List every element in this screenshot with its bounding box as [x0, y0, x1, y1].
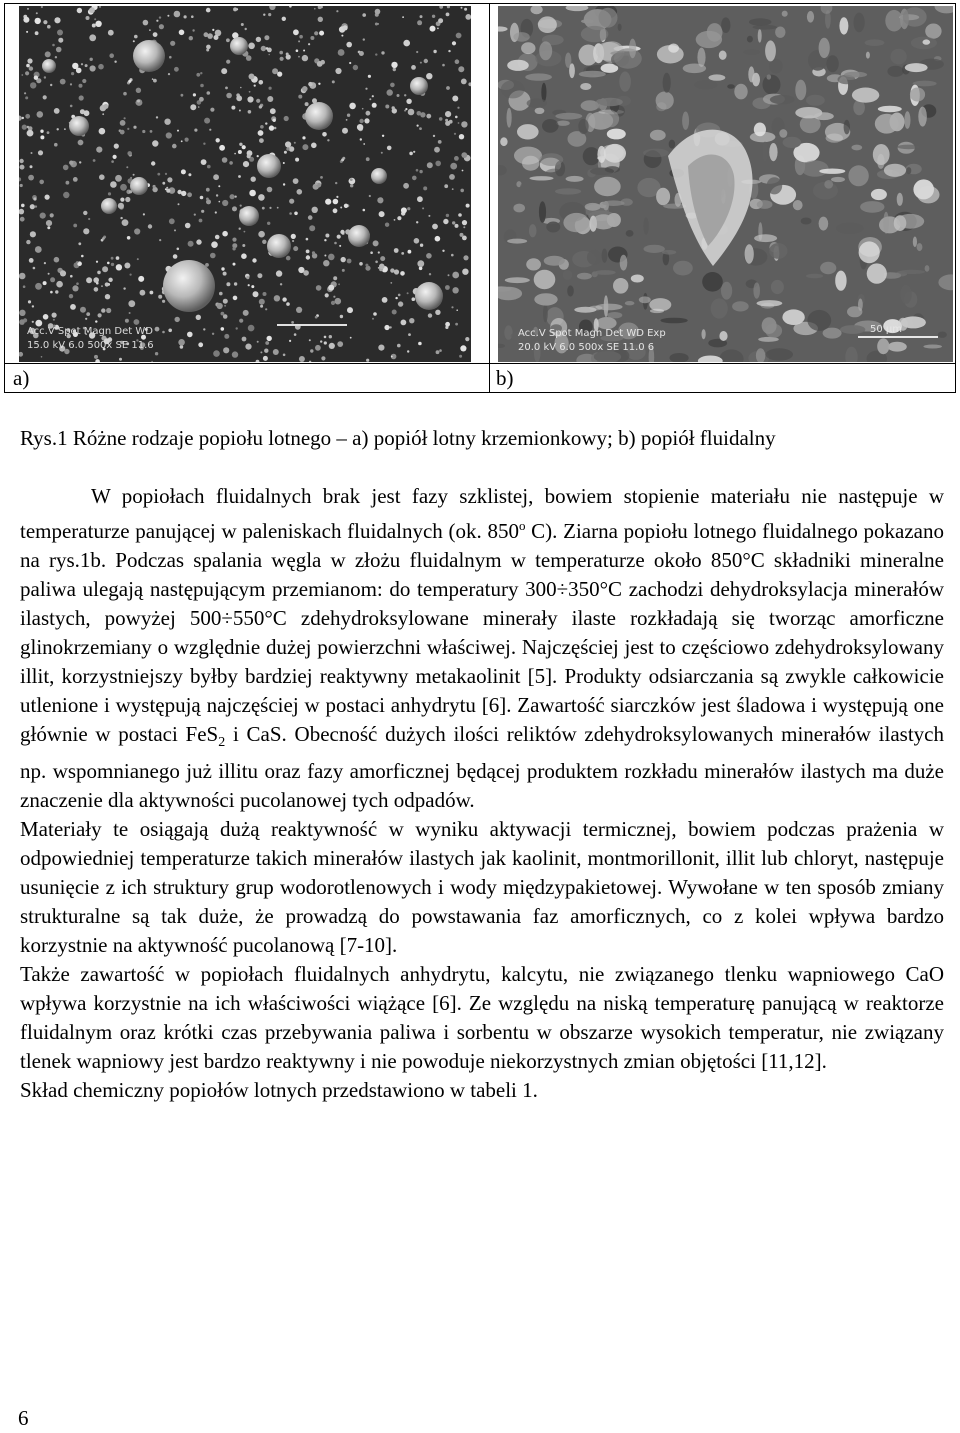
figure-table — [4, 3, 956, 393]
body-text — [20, 482, 944, 1105]
table-divider — [489, 4, 490, 392]
paragraph: W popiołach fluidalnych brak jest fazy szklistej, bowiem stopienie materiału nie następuje w temperaturze panującej w paleniskach fluidalnych (ok. 850$^o$ C). Ziarna popiołu lotnego fluidalnego pokazano na rys.1b. Podczas spalania węgla w złożu fluidalnym w temperaturze około 850°C składniki mineralne paliwa ulegają następującym przemianom: do temperatury 300÷350°C zachodzi dehydroksylacja minerałów ilastych, powyżej 500÷550°C zdehydroksylowane minerały ilaste rozkładają się tworząc amorficzne glinokrzemiany o względnie dużej powierzchni właściwej. Najczęściej jest to częściowo zdehydroksylowany illit, korzystniejszy byłby bardziej reaktywny metakaolinit [5]. Produkty odsiarczania są zwykle całkowicie utlenione i występują najczęściej w postaci anhydrytu [6]. Zawartość siarczków jest śladowa i występują one głównie w postaci FeS$_2$ i CaS. Obecność dużych ilości reliktów zdehydroksylowanych minerałów ilastych np. wspomnianego już illitu oraz fazy amorficznej będącej produktem rozkładu minerałów ilastych ma duże znaczenie dla aktywności pucolanowej tych odpadów. — [20, 484, 944, 813]
svg-text:20.0 kV 6.0 500x SE 11.0 6: 20.0 kV 6.0 500x SE 11.0 6 — [518, 342, 655, 353]
svg-text:Acc.V Spot Magn Det WD: Acc.V Spot Magn Det WD — [27, 326, 153, 337]
table-divider — [5, 363, 955, 364]
figure-caption: Rys.1 Różne rodzaje popiołu lotnego – a) popiół lotny krzemionkowy; b) popiół fluidalny — [20, 426, 776, 450]
paragraph: Materiały te osiągają dużą reaktywność w wyniku aktywacji termicznej, bowiem podczas prażenia w odpowiedniej temperaturze takich minerałów ilastych jak kaolinit, montmorillonit, illit lub chloryt, następuje usunięcie z ich struktury grup wodorotlenowych i wody międzypakietowej. Wywołane w ten sposób zmiany strukturalne są tak duże, że prowadzą do powstawania faz amorficznych, co z kolei wpływa bardzo korzystnie na aktywność pucolanową [7-10]. — [20, 817, 944, 958]
page-number: 6 — [18, 1406, 29, 1430]
svg-text:15.0 kV 6.0 500x SE 11.6: 15.0 kV 6.0 500x SE 11.6 — [27, 340, 154, 351]
svg-text:50 µm: 50 µm — [870, 324, 903, 335]
figure-label-a: a) — [13, 366, 30, 390]
micrograph-b — [498, 6, 953, 362]
svg-text:Acc.V Spot Magn Det WD Exp: Acc.V Spot Magn Det WD Exp — [518, 328, 666, 339]
micrograph-a — [19, 6, 471, 362]
figure-label-b: b) — [496, 366, 514, 390]
paragraph: Także zawartość w popiołach fluidalnych anhydrytu, kalcytu, nie związanego tlenku wapniowego CaO wpływa korzystnie na ich właściwości wiążące [6]. Ze względu na niską temperaturę panującą w reaktorze fluidalnym oraz krótki czas przebywania paliwa i sorbentu w obszarze wysokich temperatur, nie związany tlenek wapniowy jest bardzo reaktywny i nie powoduje niekorzystnych zmian objętości [11,12]. — [20, 962, 944, 1074]
paragraph: Skład chemiczny popiołów lotnych przedstawiono w tabeli 1. — [20, 1078, 538, 1103]
